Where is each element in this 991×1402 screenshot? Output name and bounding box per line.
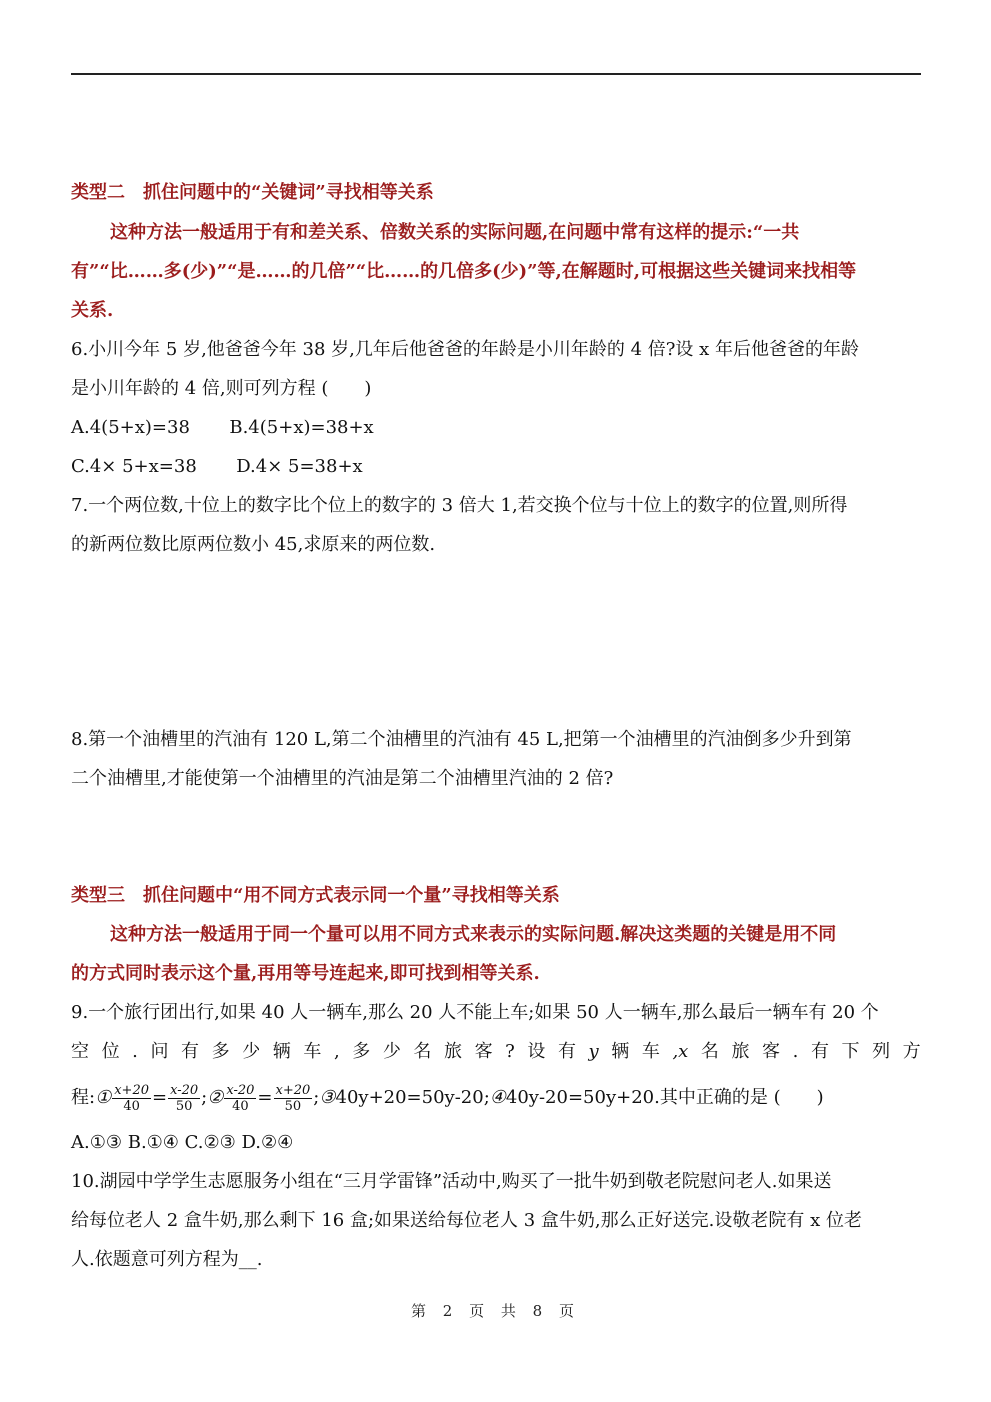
q9-line2-token: ,x — [672, 1041, 689, 1062]
q9-line2-token: 有 — [557, 1041, 576, 1062]
q6-options-row1 — [71, 416, 374, 440]
q6-option-a: A.4(5+x)=38 — [71, 417, 190, 438]
q9-line2-token: 旅 — [443, 1041, 462, 1062]
q9-line3 — [71, 1078, 824, 1118]
q9-marker-4: ④ — [489, 1087, 506, 1108]
q8-line1: 8.第一个油槽里的汽油有 120 L,第二个油槽里的汽油有 45 L,把第一个油槽里的汽油倒多少升到第 — [71, 729, 852, 750]
q9-options: A.①③ B.①④ C.②③ D.②④ — [71, 1132, 294, 1153]
q6-options-row2 — [71, 455, 363, 479]
q9-line2-token: 客 — [474, 1041, 493, 1062]
q9-line2-token: 客 — [762, 1041, 781, 1062]
q9-sep-2: ; — [313, 1087, 320, 1108]
q9-line2-token: ? — [505, 1041, 515, 1062]
q9-line2-token: 有 — [181, 1041, 200, 1062]
page-number: 第 2 页 共 8 页 — [411, 1302, 580, 1320]
q6-option-b: B.4(5+x)=38+x — [229, 417, 374, 438]
q6-line1: 6.小川今年 5 岁,他爸爸今年 38 岁,几年后他爸爸的年龄是小川年龄的 4 倍?设 x 年后他爸爸的年龄 — [71, 339, 859, 360]
q9-line2-token: 位 — [101, 1041, 120, 1062]
q9-line2-token: 多 — [211, 1041, 230, 1062]
q9-line2-token: 列 — [872, 1041, 891, 1062]
q9-fraction-4: $\frac{x+20}{50}$ — [275, 1082, 311, 1114]
q6-option-d: D.4× 5=38+x — [236, 456, 363, 477]
type3-heading: 类型三 抓住问题中“用不同方式表示同一个量”寻找相等关系 — [71, 885, 560, 906]
q9-equals-2: = — [257, 1087, 273, 1108]
q7-line2: 的新两位数比原两位数小 45,求原来的两位数. — [71, 534, 436, 555]
q9-line2-token: . — [792, 1041, 799, 1062]
q9-fraction-1: $\frac{x+20}{40}$ — [114, 1082, 149, 1114]
type2-heading: 类型二 抓住问题中的“关键词”寻找相等关系 — [71, 182, 434, 203]
q9-line2-token: 少 — [242, 1041, 261, 1062]
type2-desc-line1: 这种方法一般适用于有和差关系、倍数关系的实际问题,在问题中常有这样的提示:“一共 — [110, 222, 800, 243]
q9-marker-2: ② — [207, 1087, 224, 1108]
q9-line2-token: y — [588, 1041, 599, 1062]
q9-line2-token: 多 — [352, 1041, 371, 1062]
q9-line2-token: 旅 — [731, 1041, 750, 1062]
q6-line2: 是小川年龄的 4 倍,则可列方程 ( ) — [71, 378, 372, 399]
q9-marker-1: ① — [95, 1087, 112, 1108]
q9-line2-token: 名 — [413, 1041, 432, 1062]
q6-option-c: C.4× 5+x=38 — [71, 456, 197, 477]
q9-line2-token: 空 — [71, 1041, 89, 1062]
type2-desc-line3: 关系. — [71, 300, 114, 321]
q9-line2-token: 下 — [841, 1041, 860, 1062]
q9-line2-token: 设 — [527, 1041, 546, 1062]
q9-equals-1: = — [152, 1087, 168, 1108]
q10-line2: 给每位老人 2 盒牛奶,那么剩下 16 盒;如果送给每位老人 3 盒牛奶,那么正好送完.设敬老院有 x 位老 — [71, 1210, 862, 1231]
q9-line2-token: 问 — [150, 1041, 169, 1062]
type2-desc-line2: 有”“比……多(少)”“是……的几倍”“比……的几倍多(少)”等,在解题时,可根据这些关键词来找相等 — [71, 261, 857, 282]
q8-line2: 二个油槽里,才能使第一个油槽里的汽油是第二个油槽里汽油的 2 倍? — [71, 768, 614, 789]
q9-suffix: 其中正确的是 ( ) — [659, 1087, 824, 1108]
type3-desc-line1: 这种方法一般适用于同一个量可以用不同方式来表示的实际问题.解决这类题的关键是用不同 — [110, 924, 837, 945]
q9-line2-token: , — [333, 1041, 340, 1062]
q9-line2-token: 车 — [641, 1041, 660, 1062]
q10-line1: 10.湖园中学学生志愿服务小组在“三月学雷锋”活动中,购买了一批牛奶到敬老院慰问老人.如果送 — [71, 1171, 832, 1192]
q9-line2-token: 有 — [810, 1041, 829, 1062]
q9-fraction-2: $\frac{x-20}{50}$ — [170, 1082, 199, 1114]
q9-fraction-3: $\frac{x-20}{40}$ — [226, 1082, 255, 1114]
q9-marker-3: ③ — [319, 1087, 336, 1108]
q9-equation-4: 40y-20=50y+20. — [505, 1087, 660, 1108]
q9-line2-token: 方 — [902, 1041, 921, 1062]
q10-line3: 人.依题意可列方程为__. — [71, 1249, 263, 1270]
q9-line2-token: 辆 — [272, 1041, 291, 1062]
header-rule — [71, 73, 921, 75]
q9-line2-token: . — [132, 1041, 138, 1062]
q9-line2-token: 名 — [700, 1041, 719, 1062]
q9-line2 — [71, 1040, 921, 1064]
q9-line2-token: 辆 — [611, 1041, 630, 1062]
q9-sep-1: ; — [201, 1087, 208, 1108]
q9-prefix: 程: — [71, 1087, 96, 1108]
q9-line2-token: 少 — [382, 1041, 401, 1062]
type3-desc-line2: 的方式同时表示这个量,再用等号连起来,即可找到相等关系. — [71, 963, 540, 984]
q7-line1: 7.一个两位数,十位上的数字比个位上的数字的 3 倍大 1,若交换个位与十位上的数字的位置,则所得 — [71, 495, 848, 516]
q9-equation-3: 40y+20=50y-20; — [335, 1087, 490, 1108]
q9-line2-token: 车 — [303, 1041, 322, 1062]
q9-line1: 9.一个旅行团出行,如果 40 人一辆车,那么 20 人不能上车;如果 50 人一辆车,那么最后一辆车有 20 个 — [71, 1002, 879, 1023]
